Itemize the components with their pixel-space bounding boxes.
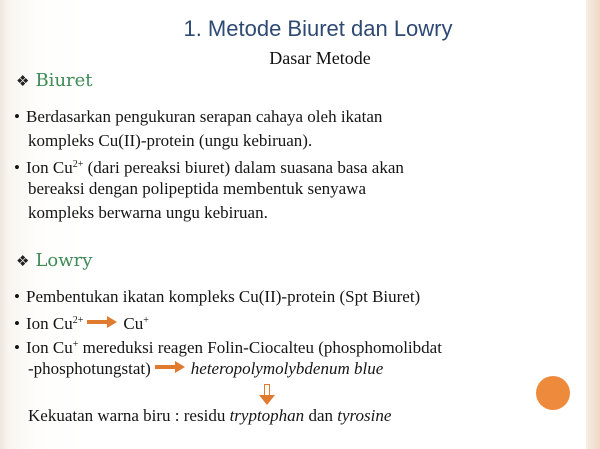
lowry-line-5: [28, 404, 391, 428]
lowry-text-1: Pembentukan ikatan kompleks Cu(II)-protein (Spt Biuret): [26, 287, 421, 306]
section-lowry-heading: [16, 250, 92, 271]
orange-circle-decoration: [536, 376, 570, 410]
biuret-text-1: Berdasarkan pengukuran serapan cahaya oleh ikatan: [26, 107, 383, 126]
diamond-bullet-icon: ❖: [16, 252, 30, 270]
bullet-icon: •: [14, 107, 20, 126]
lowry-superscript-2b: +: [143, 315, 149, 326]
biuret-text-5: kompleks berwarna ungu kebiruan.: [28, 203, 268, 222]
lowry-text-2a: Ion Cu: [26, 314, 73, 333]
right-arrow-icon: [87, 317, 117, 327]
lowry-text-4a: -phosphotungstat): [28, 359, 151, 378]
lowry-text-5a: Kekuatan warna biru : residu: [28, 406, 230, 425]
biuret-text-3a: Ion Cu: [26, 158, 73, 177]
bullet-icon: •: [14, 338, 20, 357]
diamond-bullet-icon: ❖: [16, 72, 30, 90]
lowry-text-5d: tyrosine: [337, 406, 392, 425]
section-biuret-label: Biuret: [35, 70, 93, 91]
lowry-text-5b: tryptophan: [229, 406, 305, 425]
lowry-text-3a: Ion Cu: [26, 338, 73, 357]
lowry-text-3b: mereduksi reagen Folin-Ciocalteu (phosphomolibdat: [78, 338, 442, 357]
slide-subtitle: Dasar Metode: [269, 48, 371, 68]
bullet-icon: •: [14, 314, 20, 333]
biuret-text-4: bereaksi dengan polipeptida membentuk senyawa: [28, 179, 366, 198]
down-arrow-icon: [260, 384, 274, 406]
section-biuret-heading: [16, 70, 93, 91]
right-arrow-icon: [155, 362, 185, 372]
biuret-line-2: [28, 129, 312, 153]
lowry-line-4: [28, 357, 383, 381]
section-lowry-label: Lowry: [35, 250, 93, 271]
biuret-text-3b: (dari pereaksi biuret) dalam suasana basa akan: [83, 158, 404, 177]
bullet-icon: •: [14, 158, 20, 177]
slide-title: 1. Metode Biuret dan Lowry: [183, 16, 453, 41]
biuret-superscript: 2+: [72, 159, 84, 170]
biuret-line-4: [28, 177, 366, 201]
biuret-line-3: [14, 153, 404, 180]
bullet-icon: •: [14, 287, 20, 306]
biuret-line-1: [14, 105, 382, 129]
lowry-line-3: [14, 333, 442, 360]
biuret-line-5: [28, 201, 268, 225]
lowry-line-1: [14, 285, 420, 309]
lowry-text-2b: Cu: [123, 314, 144, 333]
lowry-line-2: [14, 309, 149, 336]
lowry-text-5c: dan: [304, 406, 338, 425]
lowry-text-4b: heteropolymolybdenum blue: [190, 359, 384, 378]
lowry-superscript-3: +: [72, 339, 79, 350]
lowry-superscript-2: 2+: [72, 315, 84, 326]
biuret-text-2: kompleks Cu(II)-protein (ungu kebiruan).: [28, 131, 313, 150]
